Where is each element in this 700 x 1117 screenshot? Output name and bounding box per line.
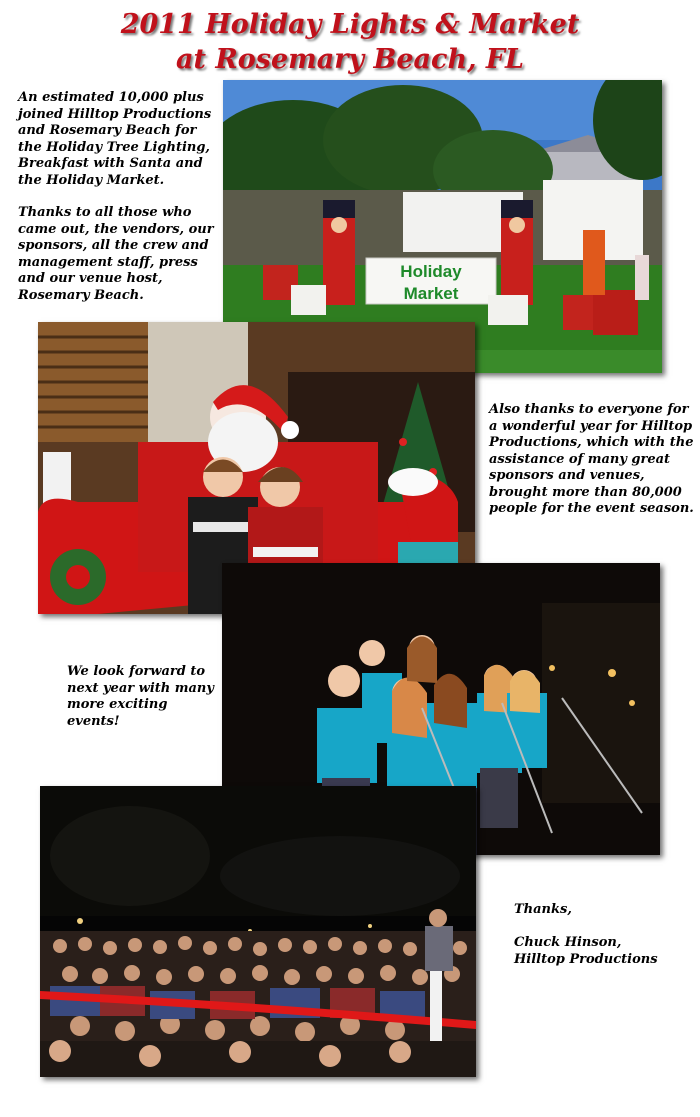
signature-name: Chuck Hinson, — [514, 935, 622, 950]
thanks-paragraph: Thanks to all those who came out, the vendors, our sponsors, all the crew and management staff, press and our venue host, Rosemary Beach. — [18, 205, 214, 303]
intro-text-block — [18, 90, 223, 304]
holiday-banner-line-2: Market — [403, 284, 459, 303]
crowd-photo — [40, 786, 476, 1077]
intro-paragraph: An estimated 10,000 plus joined Hilltop Productions and Rosemary Beach for the Holiday Tree Lighting, Breakfast with Santa and the Holiday Market. — [18, 90, 212, 188]
forward-text: We look forward to next year with many more exciting events! — [67, 664, 214, 729]
signature-company: Hilltop Productions — [514, 951, 658, 967]
signature-block — [514, 902, 694, 968]
page-title-line-2: at Rosemary Beach, FL — [175, 44, 525, 75]
middle-text: Also thanks to everyone for a wonderful year for Hilltop Productions, which with the assistance of many great sponsors and venues, brought more than 80,000 people for the event season. — [489, 402, 694, 516]
signature-thanks: Thanks, — [514, 902, 572, 917]
page-title-line-1: 2011 Holiday Lights & Market — [120, 9, 580, 40]
holiday-banner-line-1: Holiday — [400, 262, 462, 281]
